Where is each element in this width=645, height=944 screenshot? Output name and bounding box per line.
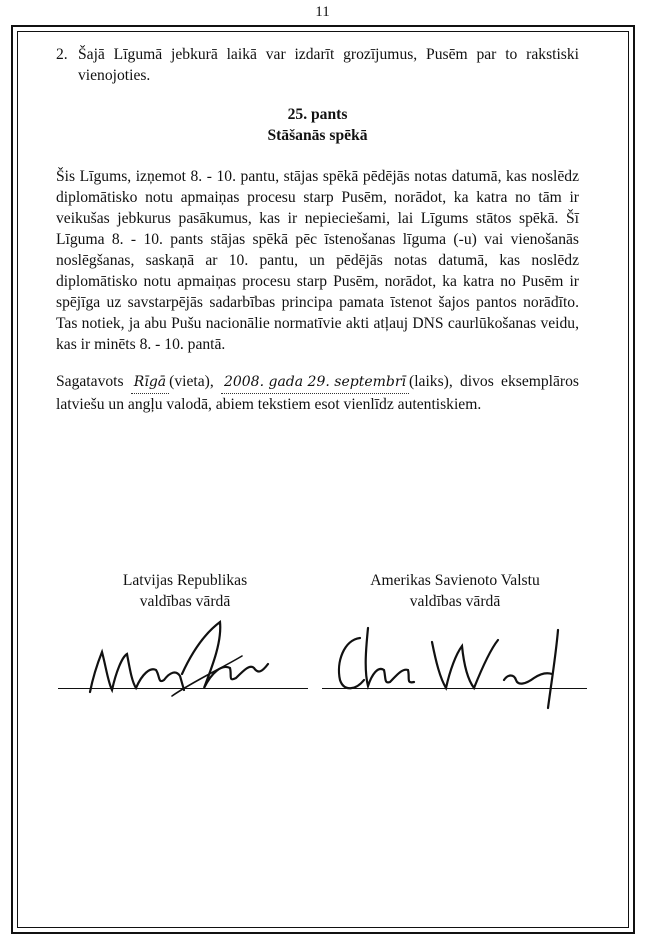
signatory-usa-line1: Amerikas Savienoto Valstu [370, 572, 540, 589]
signatory-usa [305, 570, 605, 612]
done-prefix: Sagatavots [56, 373, 124, 390]
done-at-paragraph [56, 371, 579, 415]
article-number: 25. pants [287, 106, 348, 123]
clause-2 [56, 44, 579, 86]
clause-text: Šajā Līgumā jebkurā laikā var izdarīt grozījumus, Pusēm par to rakstiski vienojoties. [78, 46, 579, 84]
date-label: (laiks), [409, 373, 453, 390]
signature-line-usa [322, 688, 587, 689]
place-label: (vieta), [169, 373, 214, 390]
document-body [56, 44, 579, 431]
done-suffix: divos eksemplāros latviešu un angļu valodā, abiem tekstiem esot vienlīdz autentiskiem. [56, 373, 579, 413]
signature-latvia [72, 612, 292, 712]
article-title: Stāšanās spēkā [267, 127, 368, 144]
clause-number: 2. [56, 46, 68, 63]
signature-usa [322, 618, 582, 718]
entry-into-force-paragraph: Šis Līgums, izņemot 8. - 10. pantu, stājas spēkā pēdējās notas datumā, kas noslēdz diplomātisko notu apmaiņas procesu starp Pusēm, norādot, ka katra no tām ir veikušas jebkurus pasākumus, kas ir nepieciešami, lai Līgums stātos spēkā. Šī Līguma 8. - 10. pants stājas spēkā pēc īstenošanas līguma (-u) vai vienošanās noslēgšanas, saskaņā ar 10. pantu, un pēdējās notas datumā, kas noslēdz diplomātisko notu apmaiņas procesu starp Pusēm, norādot, ka katra no Pusēm ir spējīga uz savstarpējās sadarbības principa pamata īstenot šajos pantos norādīto. Tas notiek, ja abu Pušu nacionālie normatīvie akti atļauj DNS caurlūkošanas veidu, kas ir minēts 8. - 10. pantā. [56, 168, 579, 353]
article-heading [56, 104, 579, 146]
page-number: 11 [315, 4, 330, 20]
place-handwritten: Rīgā [131, 372, 169, 394]
signature-line-latvia [58, 688, 308, 689]
signatory-usa-line2: valdības vārdā [409, 593, 501, 610]
signatory-latvia-line1: Latvijas Republikas [122, 572, 248, 589]
signatory-latvia [35, 570, 335, 612]
date-handwritten: 2008. gada 29. septembrī [221, 372, 409, 394]
signatory-latvia-line2: valdības vārdā [139, 593, 231, 610]
